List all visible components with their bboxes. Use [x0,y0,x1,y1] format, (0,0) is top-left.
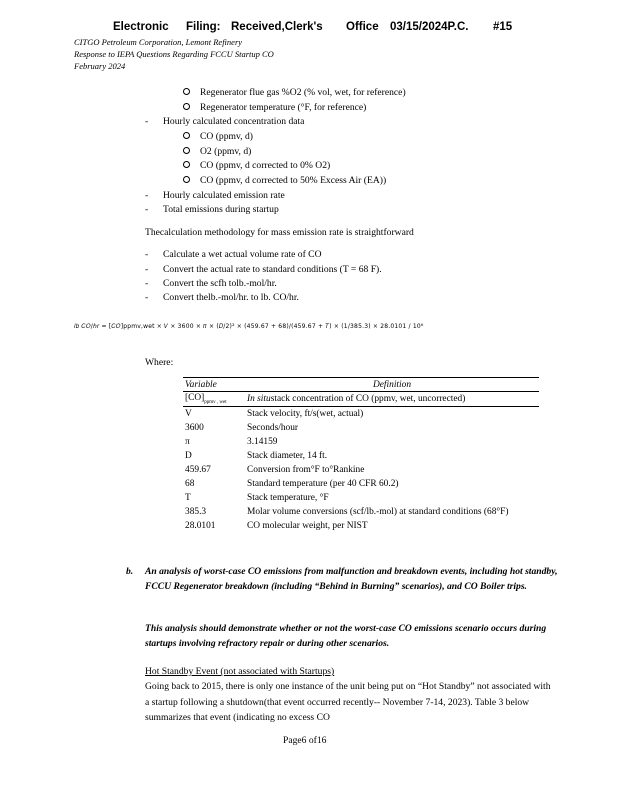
definition-cell: Stack velocity, ft/s(wet, actual) [247,409,364,419]
step-item: - Calculate a wet actual volume rate of CO [145,249,322,260]
methodology-intro: Thecalculation methodology for mass emission rate is straightforward [145,227,414,238]
variable-cell: π [185,437,190,447]
section-b-text: An analysis of worst-case CO emissions from malfunction and breakdown events, including hot standby, FCCU Regenerator breakdown (including “Behind in Burning” scenarios), and CO Boiler trips. [145,566,558,592]
header-filing: Filing: [186,21,221,33]
variable-cell: 3600 [185,423,204,433]
variable-cell: V [185,409,192,419]
definition-cell: Conversion from°F to°Rankine [247,465,365,475]
sub-item: CO (ppmv, d) [183,131,253,142]
sub-item: O2 (ppmv, d) [183,146,251,157]
header-electronic: Electronic [113,21,169,33]
variable-cell: T [185,493,191,503]
table-row [183,435,539,449]
dash-item: - Total emissions during startup [145,204,279,215]
sub-item: Regenerator temperature (°F, for reference) [183,102,366,113]
table-row [183,477,539,491]
variable-cell: 459.67 [185,465,211,475]
sub-item: Regenerator flue gas %O2 (% vol, wet, for reference) [183,87,406,98]
variables-table [183,377,539,533]
table-header-variable: Variable [183,378,245,392]
mass-emission-formula: 𝑙𝑏 𝐶𝑂/ℎ𝑟 = [𝐶𝑂]ppmv,wet × 𝑉 × 3600 × 𝜋 × (𝐷/2)² × (459.67 + 68)/(459.67 + 𝑇) × (1/385.3) × 28.0101 / 10⁶ [74,323,424,330]
circle-bullet-icon [183,132,190,139]
meta-subject: Response to IEPA Questions Regarding FCCU Startup CO [74,49,274,59]
definition-cell: 3.14159 [247,437,278,447]
step-item: - Convert the scfh tolb.-mol/hr. [145,278,277,289]
section-b-note: This analysis should demonstrate whether or not the worst-case CO emissions scenario occurs during startups involving refractory repair or during other scenarios. [145,623,547,649]
circle-bullet-icon [183,161,190,168]
definition-cell: Standard temperature (per 40 CFR 60.2) [247,479,399,489]
sub-item: CO (ppmv, d corrected to 50% Excess Air (EA)) [183,175,386,186]
table-row [183,449,539,463]
meta-date: February 2024 [74,61,126,71]
circle-bullet-icon [183,176,190,183]
header-date: 03/15/2024P.C. [390,21,469,33]
dash-item: - Hourly calculated emission rate [145,190,285,201]
table-row [183,463,539,477]
circle-bullet-icon [183,147,190,154]
definition-cell: Stack temperature, °F [247,493,329,503]
step-item: - Convert thelb.-mol/hr. to lb. CO/hr. [145,292,299,303]
sub-item: CO (ppmv, d corrected to 0% O2) [183,160,330,171]
meta-block [74,36,274,72]
definition-cell: Stack diameter, 14 ft. [247,451,328,461]
hot-standby-text: Going back to 2015, there is only one instance of the unit being put on “Hot Standby” not associated with a startup following a shutdown(that event occurred recently-- November 7-14, 2023). Table 3 below summarizes that event (indicating no excess CO [145,681,551,723]
table-row [183,392,539,407]
header-office: Office [346,21,379,33]
header-number: #15 [493,21,513,33]
where-label: Where: [145,357,174,368]
definition-cell: Molar volume conversions (scf/lb.-mol) at standard conditions (68°F) [247,507,509,517]
variable-cell: $[CO]_{ppmv , wet}$ [183,392,245,407]
hot-standby-title: Hot Standby Event (not associated with Startups) [145,666,335,677]
variable-cell: D [185,451,192,461]
dash-item: - Hourly calculated concentration data [145,116,305,127]
circle-bullet-icon [183,88,190,95]
table-row [183,407,539,422]
variable-cell: 28.0101 [185,521,216,531]
variable-cell: 385.3 [185,507,207,517]
definition-cell: Seconds/hour [247,423,299,433]
definition-cell: In situstack concentration of CO (ppmv, wet, uncorrected) [245,392,539,407]
header-received: Received,Clerk's [231,21,323,33]
circle-bullet-icon [183,103,190,110]
variable-cell: 68 [185,479,195,489]
table-row [183,519,539,533]
section-b-letter: b. [126,566,134,577]
table-row [183,491,539,505]
table-header-definition: Definition [245,378,539,392]
page-footer: Page6 of16 [283,735,327,746]
table-row [183,421,539,435]
definition-cell: CO molecular weight, per NIST [247,521,368,531]
step-item: - Convert the actual rate to standard conditions (T = 68 F). [145,264,382,275]
meta-company: CITGO Petroleum Corporation, Lemont Refinery [74,37,243,47]
table-row [183,505,539,519]
